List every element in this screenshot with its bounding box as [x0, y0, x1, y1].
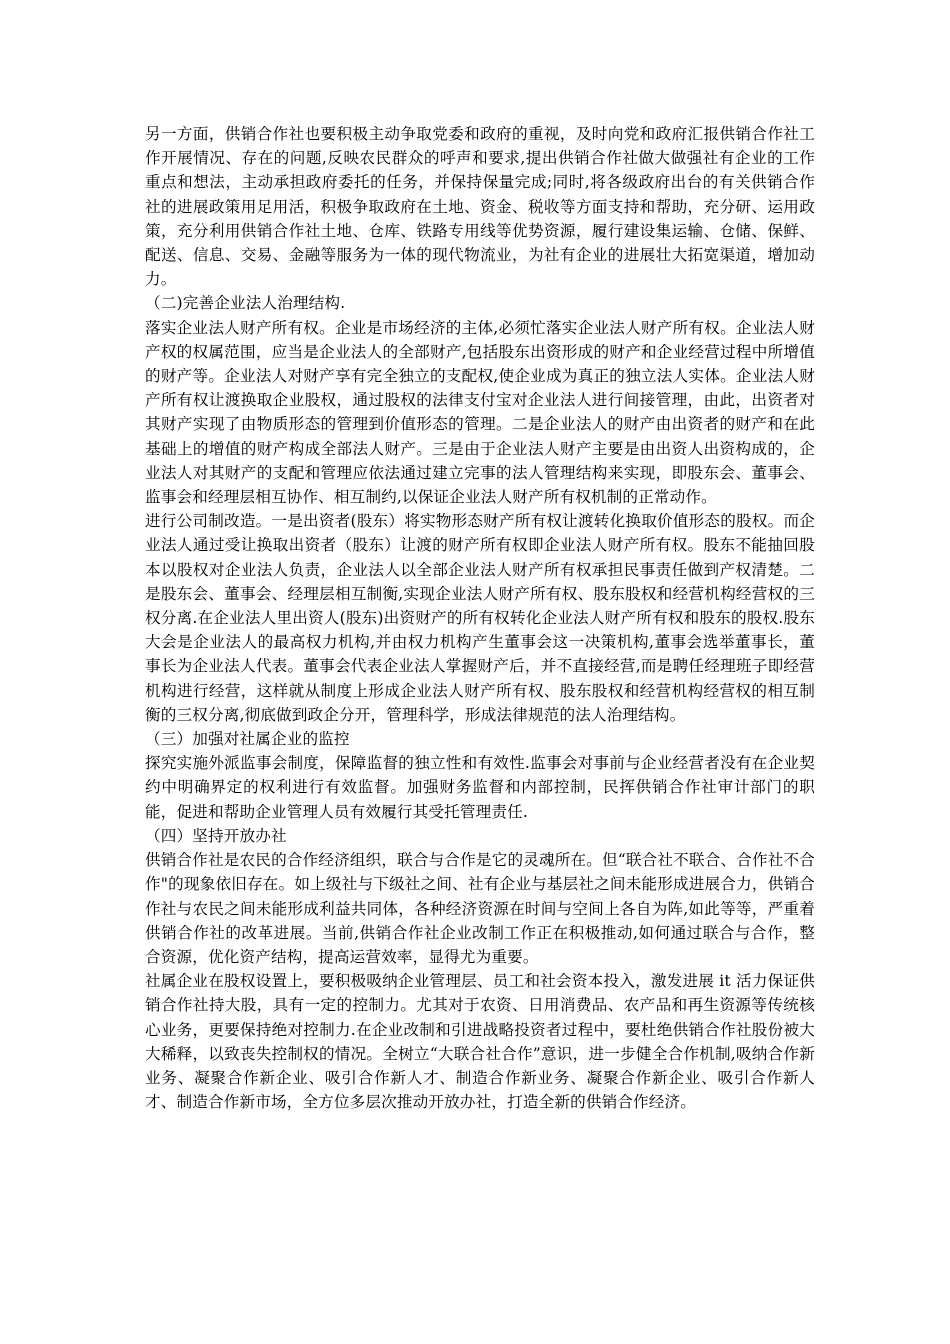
document-body	[145, 122, 815, 1114]
paragraph-equity-structure: 社属企业在股权设置上，要积极吸纳企业管理层、员工和社会资本投入，激发进展 it 活力保证供销合作社持大股，具有一定的控制力。尤其对于农资、日用消费品、农产品和再生资源等传统核心业务，更要保持绝对控制力.在企业改制和引进战略投资者过程中，要杜绝供销合作社股份被大大稀释，以致丧失控制权的情况。全树立“大联合社合作”意识，进一步健全合作机制,吸纳合作新业务、凝聚合作新企业、吸引合作新人才、制造合作新业务、凝聚合作新企业、吸引合作新人才、制造合作新市场，全方位多层次推动开放办社，打造全新的供销合作经济。	[145, 972, 815, 1112]
paragraph-corporate-restructuring: 进行公司制改造。一是出资者(股东）将实物形态财产所有权让渡转化换取价值形态的股权。而企业法人通过受让换取出资者（股东）让渡的财产所有权即企业法人财产所有权。股东不能抽回股本以股权对企业法人负责，企业法人以全部企业法人财产所有权承担民事责任做到产权清楚。二是股东会、董事会、经理层相互制衡,实现企业法人财产所有权、股东股权和经营机构经营权的三权分离.在企业法人里出资人(股东)出资财产的所有权转化企业法人财产所有权和股东的股权.股东大会是企业法人的最高权力机构,并由权力机构产生董事会这一决策机构,董事会选举董事长，董事长为企业法人代表。董事会代表企业法人掌握财产后，并不直接经营,而是聘任经理班子即经营机构进行经营，这样就从制度上形成企业法人财产所有权、股东股权和经营机构经营权的相互制衡的三权分离,彻底做到政企分开，管理科学，形成法律规范的法人治理结构。	[145, 512, 815, 724]
paragraph-party-government-support: 另一方面，供销合作社也要积极主动争取党委和政府的重视，及时向党和政府汇报供销合作社工作开展情况、存在的问题,反映农民群众的呼声和要求,提出供销合作社做大做强社有企业的工作重点和想法，主动承担政府委托的任务，并保持保量完成;同时,将各级政府出台的有关供销合作社的进展政策用足用活，积极争取政府在土地、资金、税收等方面支持和帮助，充分研、运用政策，充分利用供销合作社土地、仓库、铁路专用线等优势资源，履行建设集运输、仓储、保鲜、配送、信息、交易、金融等服务为一体的现代物流业，为社有企业的进展壮大拓宽渠道，增加动力。	[145, 125, 815, 289]
section-heading-enterprise-supervision: （三）加强对社属企业的监控	[145, 730, 350, 749]
section-heading-legal-person-governance: （二)完善企业法人治理结构.	[145, 294, 346, 313]
paragraph-cooperative-unity: 供销合作社是农民的合作经济组织，联合与合作是它的灵魂所在。但“联合社不联合、合作社不合作"的现象依旧存在。如上级社与下级社之间、社有企业与基层社之间未能形成进展合力，供销合作社与农民之间未能形成利益共同体，各种经济资源在时间与空间上各自为阵,如此等等，严重着供销合作社的改革进展。当前,供销合作社企业改制工作正在积极推动,如何通过联合与合作，整合资源，优化资产结构，提高运营效率，显得尤为重要。	[145, 851, 815, 966]
section-heading-open-cooperation: （四）坚持开放办社	[145, 826, 287, 845]
paragraph-supervisory-board: 探究实施外派监事会制度，保障监督的独立性和有效性.监事会对事前与企业经营者没有在企业契约中明确界定的权利进行有效监督。加强财务监督和内部控制，民挥供销合作社审计部门的职能，促进和帮助企业管理人员有效履行其受托管理责任.	[145, 754, 815, 821]
paragraph-property-rights: 落实企业法人财产所有权。企业是市场经济的主体,必须忙落实企业法人财产所有权。企业法人财产权的权属范围，应当是企业法人的全部财产,包括股东出资形成的财产和企业经营过程中所增值的财产等。企业法人对财产享有完全独立的支配权,使企业成为真正的独立法人实体。企业法人财产所有权让渡换取企业股权，通过股权的法律支付宝对企业法人进行间接管理，由此，出资者对其财产实现了由物质形态的管理到价值形态的管理。二是企业法人的财产由出资者的财产和在此基础上的增值的财产构成全部法人财产。三是由于企业法人财产主要是由出资人出资构成的，企业法人对其财产的支配和管理应依法通过建立完事的法人管理结构来实现，即股东会、董事会、监事会和经理层相互协作、相互制约,以保证企业法人财产所有权机制的正常动作。	[145, 318, 815, 507]
